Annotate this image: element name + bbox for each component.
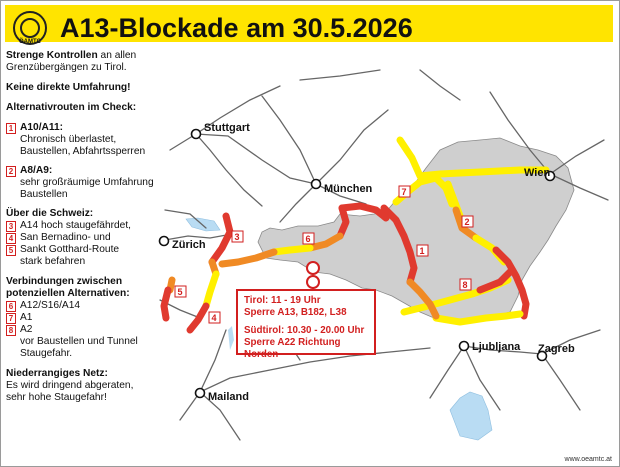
swiss-line-5: 5 Sankt Gotthard-Route <box>6 244 156 256</box>
lake-maggiore <box>228 326 234 350</box>
conn-line-8: 8 A2 <box>6 324 156 336</box>
no-bypass-text: Keine direkte Umfahrung! <box>6 82 131 93</box>
route-title: A10/A11: <box>20 122 64 133</box>
map <box>157 48 617 456</box>
tirol-line1: Tirol: 11 - 19 Uhr <box>244 295 321 306</box>
city-label-zuerich: Zürich <box>172 239 206 251</box>
blockade-marker-icon <box>307 262 319 274</box>
route-4-yellow <box>206 274 216 306</box>
city-label-zagreb: Zagreb <box>538 343 575 355</box>
map-label-8: 8 <box>462 280 468 290</box>
map-label-1: 1 <box>419 246 425 256</box>
map-label-6: 6 <box>305 234 311 244</box>
sued-line1: Südtirol: 10.30 - 20.00 Uhr <box>244 325 365 336</box>
closure-infobox <box>236 289 376 360</box>
route-5-red <box>164 290 168 318</box>
map-label-2: 2 <box>464 217 470 227</box>
route-title: A8/A9: <box>20 165 53 176</box>
lower-text: Es wird dringend abgeraten, sehr hohe Staugefahr! <box>6 380 134 403</box>
route-item-2 <box>6 165 156 201</box>
alt-heading: Alternativrouten im Check: <box>6 102 137 113</box>
city-marker-icon <box>192 130 201 139</box>
map-label-5: 5 <box>177 287 183 297</box>
lower-heading: Niederrangiges Netz: <box>6 368 108 379</box>
swiss-line-4: 4 San Bernadino- und <box>6 232 156 244</box>
header-bar <box>5 5 613 45</box>
swiss-line-3: 3 A14 hoch staugefährdet, <box>6 220 156 232</box>
route-6-orange-west <box>222 252 274 264</box>
route-number: 2 <box>6 166 16 177</box>
city-marker-icon <box>460 342 469 351</box>
city-label-ljubljana: Ljubljana <box>472 341 521 353</box>
sidebar <box>6 50 156 404</box>
city-label-wien: Wien <box>524 167 551 179</box>
city-marker-icon <box>196 389 205 398</box>
route-number: 1 <box>6 123 16 134</box>
swiss-tail: stark befahren <box>20 256 86 267</box>
city-label-stuttgart: Stuttgart <box>204 122 250 134</box>
sued-line2: Sperre A22 Richtung Norden <box>244 337 341 360</box>
tirol-line2: Sperre A13, B182, L38 <box>244 307 347 318</box>
conn-heading: Verbindungen zwischen potenziellen Alternativen: <box>6 276 130 299</box>
city-marker-icon <box>312 180 321 189</box>
intro-text: Strenge Kontrollen an allen Grenzübergängen zu Tirol. <box>6 50 137 73</box>
blockade-marker-icon <box>307 276 319 288</box>
conn-tail: vor Baustellen und Tunnel Staugefahr. <box>20 336 138 359</box>
city-marker-icon <box>160 237 169 246</box>
route-desc: sehr großräumige Umfahrung Baustellen <box>20 177 154 200</box>
conn-line-7: 7 A1 <box>6 312 156 324</box>
website-link[interactable]: www.oeamtc.at <box>564 456 612 463</box>
route-desc: Chronisch überlastet, Baustellen, Abfahrtssperren <box>20 134 146 157</box>
route-6-yellow <box>274 248 310 252</box>
city-label-muenchen: München <box>324 183 373 195</box>
route-item-1 <box>6 122 156 158</box>
adriatic-sea <box>450 392 492 440</box>
route-4-red <box>190 306 206 330</box>
lake-bodensee <box>186 218 220 231</box>
map-label-3: 3 <box>234 232 240 242</box>
logo-text: ÖAMTC <box>19 39 41 45</box>
city-label-mailand: Mailand <box>208 391 249 403</box>
map-label-4: 4 <box>211 313 217 323</box>
conn-line-6: 6 A12/S16/A14 <box>6 300 156 312</box>
map-label-7: 7 <box>401 187 407 197</box>
page-title: A13-Blockade am 30.5.2026 <box>60 13 413 43</box>
swiss-heading: Über die Schweiz: <box>6 208 94 219</box>
